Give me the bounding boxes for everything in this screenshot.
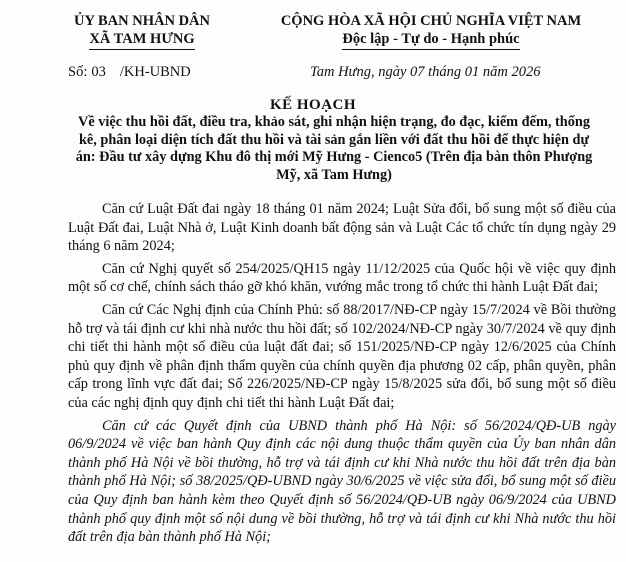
place-date: Tam Hưng, ngày 07 tháng 01 năm 2026 [310, 64, 541, 80]
document-number-value: 03 [91, 64, 106, 80]
paragraph: Căn cứ Các Nghị định của Chính Phủ: số 88/2017/NĐ-CP ngày 15/7/2024 về Bồi thường hỗ trợ và tái định cư khi nhà nước thu hồi đất; số 102/2024/NĐ-CP ngày 30/7/2024 về quy định chi tiết thi hành một số điều của luật đất đai; số 151/2025/NĐ-CP ngày 12/6/2025 của Chính phủ quy định về phân định thẩm quyền của chính quyền địa phương 02 cấp, phân quyền, phân cấp trong lĩnh vực đất đai; Số 226/2025/NĐ-CP ngày 15/8/2025 sửa đổi, bổ sung một số điều của các nghị định quy định chi tiết thi hành Luật Đất đai; [68, 301, 616, 411]
document-body [68, 200, 616, 551]
national-motto [245, 12, 617, 50]
paragraph: Căn cứ Nghị quyết số 254/2025/QH15 ngày 11/12/2025 của Quốc hội về việc quy định một số cơ chế, chính sách tháo gỡ khó khăn, vướng mắc trong tổ chức thi hành Luật Đất đai; [68, 260, 616, 296]
document-code: /KH-UBND [119, 64, 191, 80]
authority-line1: ỦY BAN NHÂN DÂN [73, 13, 210, 29]
paragraph: Căn cứ Luật Đất đai ngày 18 tháng 01 năm 2024; Luật Sửa đổi, bổ sung một số điều của Luật Đất đai, Luật Nhà ở, Luật Kinh doanh bất động sản và Luật Các tổ chức tín dụng ngày 29 tháng 6 năm 2024; [68, 201, 616, 255]
document-title: KẾ HOẠCH [269, 97, 357, 113]
authority-line2: XÃ TAM HƯNG [89, 30, 194, 50]
paragraph: Căn cứ các Quyết định của UBND thành phố Hà Nội: số 56/2024/QĐ-UB ngày 06/9/2024 về việc ban hành Quy định các nội dung thuộc thẩm quyền của Ủy ban nhân dân thành phố Hà Nội về bồi thường, hỗ trợ và tái định cư khi Nhà nước thu hồi đất trên địa bàn thành phố Hà Nội; số 38/2025/QĐ-UBND ngày 30/6/2025 về việc sửa đổi, bổ sung một số điều của Quy định ban hành kèm theo Quyết định số 56/2024/QĐ-UB ngày 06/9/2024 của UBND thành phố quy định một số nội dung về bồi thường, hỗ trợ và tái định cư khi Nhà nước thu hồi đất trên địa bàn thành phố Hà Nội; [68, 417, 616, 546]
motto: Độc lập - Tự do - Hạnh phúc [342, 30, 519, 50]
document-number [68, 64, 191, 81]
country-name: CỘNG HÒA XÃ HỘI CHỦ NGHĨA VIỆT NAM [280, 13, 582, 29]
issuing-authority [62, 12, 222, 50]
document-number-label: Số: [68, 64, 88, 80]
document-subject: Về việc thu hồi đất, điều tra, khảo sát, ghi nhận hiện trạng, đo đạc, kiểm đếm, thống kê, phân loại diện tích đất thu hồi và tài sản gắn liền với đất thu hồi để thực hiện dự án: Đầu tư xây dựng Khu đô thị mới Mỹ Hưng - Cienco5 (Trên địa bàn thôn Phượng Mỹ, xã Tam Hưng) [75, 114, 593, 183]
